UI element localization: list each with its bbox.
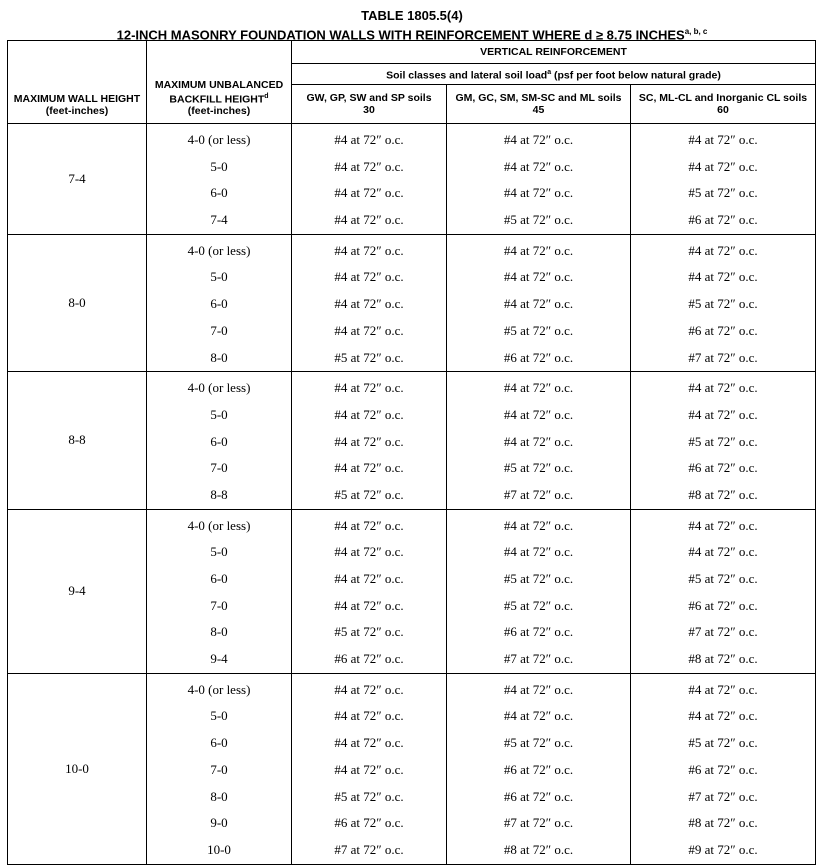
reinforcement-gm-gc-value: #4 at 72″ o.c. (503, 158, 574, 174)
reinforcement-gm-gc-cell (447, 234, 631, 371)
backfill-height-value: 4-0 (or less) (187, 242, 251, 258)
backfill-height-cell (147, 509, 292, 673)
backfill-height-value: 7-0 (210, 460, 228, 476)
reinforcement-sc-ml-value: #5 at 72″ o.c. (688, 433, 758, 449)
header-wall-height (8, 41, 147, 124)
reinforcement-gw-gp-cell (292, 509, 447, 673)
reinforcement-sc-ml-value: #4 at 72″ o.c. (688, 132, 758, 147)
reinforcement-sc-ml-value: #6 at 72″ o.c. (688, 322, 758, 338)
reinforcement-gm-gc-cell (447, 509, 631, 673)
backfill-height-value: 7-0 (210, 761, 228, 777)
reinforcement-gm-gc-value: #6 at 72″ o.c. (503, 349, 574, 365)
table-row-group (8, 509, 816, 673)
backfill-height-value: 4-0 (or less) (187, 380, 251, 396)
reinforcement-sc-ml-value: #9 at 72″ o.c. (688, 841, 758, 857)
reinforcement-sc-ml-value: #4 at 72″ o.c. (688, 544, 758, 560)
reinforcement-gw-gp-value: #4 at 72″ o.c. (334, 571, 404, 586)
reinforcement-sc-ml-value: #4 at 72″ o.c. (688, 681, 758, 697)
backfill-height-cell (147, 673, 292, 864)
reinforcement-gw-gp-value: #4 at 72″ o.c. (334, 735, 404, 751)
reinforcement-gw-gp-value: #4 at 72″ o.c. (334, 517, 404, 533)
reinforcement-sc-ml-cell (631, 124, 816, 235)
header-backfill-text: MAXIMUM UNBALANCED BACKFILL HEIGHT (154, 78, 284, 105)
reinforcement-gm-gc-value: #4 at 72″ o.c. (503, 708, 574, 724)
backfill-height-value: 6-0 (210, 296, 228, 312)
header-backfill-unit: (feet-inches) (187, 105, 251, 117)
reinforcement-gm-gc-value: #4 at 72″ o.c. (503, 406, 574, 422)
header-col2-load: 45 (532, 104, 545, 116)
reinforcement-sc-ml-value: #4 at 72″ o.c. (688, 517, 758, 533)
reinforcement-gm-gc-value: #4 at 72″ o.c. (503, 296, 574, 312)
backfill-height-value: 5-0 (210, 406, 228, 422)
header-col3-label: SC, ML-CL and Inorganic CL soils (638, 92, 808, 104)
backfill-height-cell (147, 372, 292, 509)
wall-height-cell: 8-8 (8, 372, 147, 509)
reinforcement-table (7, 40, 816, 865)
backfill-height-value: 7-4 (210, 212, 228, 228)
backfill-height-value: 9-0 (210, 815, 228, 831)
reinforcement-gw-gp-value: #5 at 72″ o.c. (334, 349, 404, 365)
reinforcement-gw-gp-value: #4 at 72″ o.c. (334, 761, 404, 777)
reinforcement-sc-ml-value: #6 at 72″ o.c. (688, 212, 758, 228)
header-col1-label: GW, GP, SW and SP soils (306, 92, 432, 104)
backfill-height-value: 4-0 (or less) (187, 681, 251, 697)
backfill-height-value: 8-0 (210, 624, 228, 640)
header-backfill-label (147, 79, 291, 106)
reinforcement-gm-gc-value: #5 at 72″ o.c. (503, 571, 574, 586)
reinforcement-sc-ml-value: #4 at 72″ o.c. (688, 158, 758, 174)
reinforcement-gw-gp-value: #4 at 72″ o.c. (334, 597, 404, 613)
table-body (8, 124, 816, 865)
table-number: TABLE 1805.5(4) (361, 8, 463, 23)
header-col3-load: 60 (717, 104, 729, 116)
reinforcement-gw-gp-value: #4 at 72″ o.c. (334, 433, 404, 449)
reinforcement-gw-gp-value: #6 at 72″ o.c. (334, 651, 404, 667)
reinforcement-sc-ml-value: #5 at 72″ o.c. (688, 735, 758, 751)
reinforcement-gw-gp-value: #4 at 72″ o.c. (334, 296, 404, 312)
reinforcement-gw-gp-cell (292, 372, 447, 509)
reinforcement-sc-ml-cell (631, 673, 816, 864)
reinforcement-sc-ml-value: #4 at 72″ o.c. (688, 708, 758, 724)
reinforcement-sc-ml-value: #7 at 72″ o.c. (688, 788, 758, 804)
reinforcement-sc-ml-value: #4 at 72″ o.c. (688, 406, 758, 422)
table-row-group (8, 372, 816, 509)
backfill-height-value: 9-4 (210, 651, 228, 667)
reinforcement-gw-gp-value: #6 at 72″ o.c. (334, 815, 404, 831)
backfill-height-value: 6-0 (210, 735, 228, 751)
backfill-height-value: 5-0 (210, 158, 228, 174)
backfill-height-value: 8-8 (210, 486, 228, 502)
reinforcement-gm-gc-value: #4 at 72″ o.c. (503, 544, 574, 560)
header-col2-label: GM, GC, SM, SM-SC and ML soils (455, 92, 622, 104)
backfill-height-value: 8-0 (210, 788, 228, 804)
reinforcement-gm-gc-value: #4 at 72″ o.c. (503, 517, 574, 533)
wall-height-cell: 7-4 (8, 124, 147, 235)
reinforcement-sc-ml-value: #6 at 72″ o.c. (688, 460, 758, 476)
reinforcement-gm-gc-value: #4 at 72″ o.c. (503, 242, 574, 258)
reinforcement-gw-gp-value: #4 at 72″ o.c. (334, 544, 404, 560)
backfill-height-value: 5-0 (210, 708, 228, 724)
reinforcement-gm-gc-value: #4 at 72″ o.c. (503, 433, 574, 449)
reinforcement-gm-gc-value: #5 at 72″ o.c. (503, 212, 574, 228)
header-soil-sup: a (547, 68, 552, 76)
header-col-gm-gc (447, 85, 631, 124)
reinforcement-sc-ml-value: #6 at 72″ o.c. (688, 597, 758, 613)
wall-height-cell: 10-0 (8, 673, 147, 864)
header-backfill-sup: d (264, 92, 269, 100)
reinforcement-gw-gp-value: #4 at 72″ o.c. (334, 269, 404, 285)
reinforcement-sc-ml-value: #5 at 72″ o.c. (688, 296, 758, 312)
header-vertical-reinforcement: VERTICAL REINFORCEMENT (292, 41, 816, 64)
reinforcement-gw-gp-value: #4 at 72″ o.c. (334, 380, 404, 396)
backfill-height-value: 4-0 (or less) (187, 517, 251, 533)
reinforcement-gw-gp-value: #4 at 72″ o.c. (334, 708, 404, 724)
reinforcement-gm-gc-value: #4 at 72″ o.c. (503, 269, 574, 285)
reinforcement-gm-gc-value: #4 at 72″ o.c. (503, 681, 574, 697)
reinforcement-sc-ml-cell (631, 372, 816, 509)
reinforcement-gw-gp-value: #4 at 72″ o.c. (334, 406, 404, 422)
table-row-group (8, 234, 816, 371)
backfill-height-value: 7-0 (210, 597, 228, 613)
reinforcement-gm-gc-value: #4 at 72″ o.c. (503, 380, 574, 396)
reinforcement-sc-ml-value: #6 at 72″ o.c. (688, 761, 758, 777)
reinforcement-sc-ml-value: #4 at 72″ o.c. (688, 380, 758, 396)
reinforcement-gm-gc-value: #7 at 72″ o.c. (503, 651, 574, 667)
reinforcement-gm-gc-value: #7 at 72″ o.c. (503, 486, 574, 502)
reinforcement-gw-gp-value: #4 at 72″ o.c. (334, 185, 404, 201)
backfill-height-value: 5-0 (210, 269, 228, 285)
reinforcement-gw-gp-value: #4 at 72″ o.c. (334, 460, 404, 476)
reinforcement-sc-ml-value: #4 at 72″ o.c. (688, 242, 758, 258)
wall-height-cell: 9-4 (8, 509, 147, 673)
table-caption-footnotes: a, b, c (684, 27, 708, 36)
header-soil-text: Soil classes and lateral soil load (386, 69, 548, 82)
reinforcement-gw-gp-value: #5 at 72″ o.c. (334, 486, 404, 502)
reinforcement-gm-gc-value: #5 at 72″ o.c. (503, 322, 574, 338)
reinforcement-gw-gp-value: #4 at 72″ o.c. (334, 242, 404, 258)
reinforcement-gw-gp-value: #4 at 72″ o.c. (334, 681, 404, 697)
reinforcement-gm-gc-value: #6 at 72″ o.c. (503, 624, 574, 640)
reinforcement-gw-gp-value: #5 at 72″ o.c. (334, 788, 404, 804)
backfill-height-value: 8-0 (210, 349, 228, 365)
reinforcement-gm-gc-value: #5 at 72″ o.c. (503, 460, 574, 476)
backfill-height-value: 5-0 (210, 544, 228, 560)
reinforcement-gw-gp-cell (292, 124, 447, 235)
reinforcement-sc-ml-value: #8 at 72″ o.c. (688, 815, 758, 831)
reinforcement-gw-gp-value: #4 at 72″ o.c. (334, 132, 404, 147)
backfill-height-value: 6-0 (210, 433, 228, 449)
table-title (0, 8, 824, 42)
backfill-height-cell (147, 234, 292, 371)
header-wall-height-label: MAXIMUM WALL HEIGHT (13, 93, 141, 105)
reinforcement-gm-gc-cell (447, 372, 631, 509)
backfill-height-value: 6-0 (210, 185, 228, 201)
table-row-group (8, 673, 816, 864)
header-col-gw-gp (292, 85, 447, 124)
backfill-height-value: 4-0 (or less) (187, 132, 251, 147)
reinforcement-gw-gp-value: #4 at 72″ o.c. (334, 322, 404, 338)
reinforcement-gw-gp-value: #4 at 72″ o.c. (334, 158, 404, 174)
reinforcement-gm-gc-value: #7 at 72″ o.c. (503, 815, 574, 831)
reinforcement-gm-gc-cell (447, 673, 631, 864)
wall-height-cell: 8-0 (8, 234, 147, 371)
backfill-height-value: 10-0 (207, 841, 231, 857)
header-col-sc-ml (631, 85, 816, 124)
reinforcement-sc-ml-value: #8 at 72″ o.c. (688, 651, 758, 667)
reinforcement-sc-ml-value: #5 at 72″ o.c. (688, 571, 758, 586)
header-col1-load: 30 (363, 104, 375, 116)
backfill-height-cell (147, 124, 292, 235)
reinforcement-gw-gp-value: #4 at 72″ o.c. (334, 212, 404, 228)
header-soil-classes (292, 64, 816, 85)
backfill-height-value: 7-0 (210, 322, 228, 338)
reinforcement-gw-gp-cell (292, 673, 447, 864)
reinforcement-sc-ml-cell (631, 509, 816, 673)
reinforcement-gm-gc-value: #4 at 72″ o.c. (503, 185, 574, 201)
reinforcement-sc-ml-cell (631, 234, 816, 371)
reinforcement-sc-ml-value: #8 at 72″ o.c. (688, 486, 758, 502)
reinforcement-sc-ml-value: #7 at 72″ o.c. (688, 624, 758, 640)
reinforcement-sc-ml-value: #5 at 72″ o.c. (688, 185, 758, 201)
reinforcement-sc-ml-value: #7 at 72″ o.c. (688, 349, 758, 365)
reinforcement-gm-gc-value: #6 at 72″ o.c. (503, 788, 574, 804)
reinforcement-gw-gp-value: #5 at 72″ o.c. (334, 624, 404, 640)
table-caption-text: 12-INCH MASONRY FOUNDATION WALLS WITH REINFORCEMENT WHERE d ≥ 8.75 INCHES (116, 27, 685, 43)
header-wall-height-unit: (feet-inches) (45, 105, 109, 117)
header-backfill-height (147, 41, 292, 124)
reinforcement-gm-gc-value: #5 at 72″ o.c. (503, 597, 574, 613)
reinforcement-sc-ml-value: #4 at 72″ o.c. (688, 269, 758, 285)
backfill-height-value: 6-0 (210, 571, 228, 586)
reinforcement-gm-gc-value: #4 at 72″ o.c. (503, 132, 574, 147)
reinforcement-gm-gc-cell (447, 124, 631, 235)
reinforcement-gm-gc-value: #5 at 72″ o.c. (503, 735, 574, 751)
header-soil-suffix: (psf per foot below natural grade) (551, 69, 721, 82)
reinforcement-gw-gp-value: #7 at 72″ o.c. (334, 841, 404, 857)
reinforcement-gm-gc-value: #8 at 72″ o.c. (503, 841, 574, 857)
reinforcement-gw-gp-cell (292, 234, 447, 371)
table-row-group (8, 124, 816, 235)
reinforcement-gm-gc-value: #6 at 72″ o.c. (503, 761, 574, 777)
